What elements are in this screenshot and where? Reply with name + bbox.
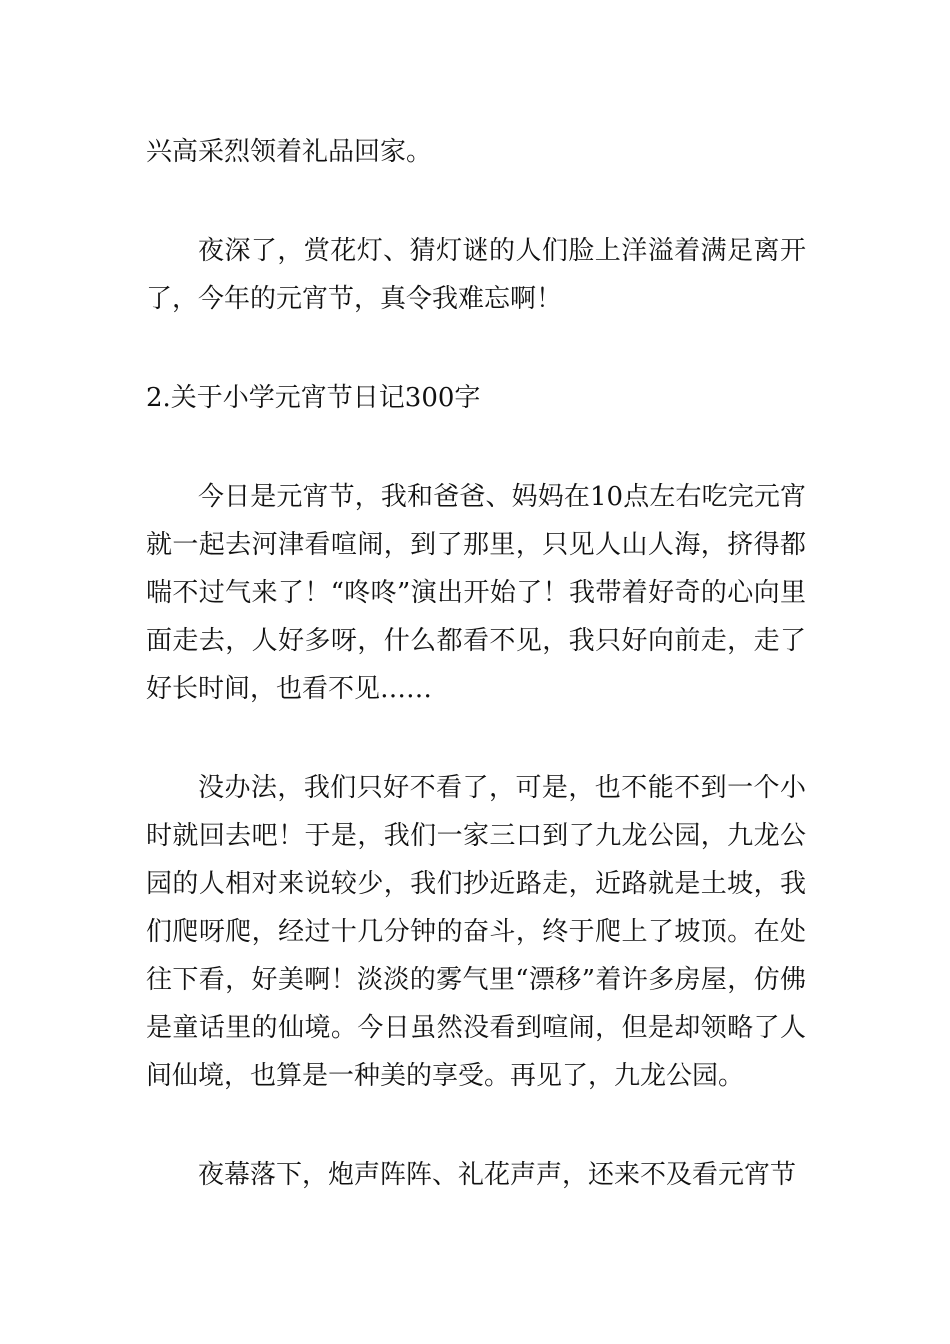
paragraph-continuation: 兴高采烈领着礼品回家。 — [146, 137, 433, 167]
document-body — [146, 128, 806, 1250]
paragraph-nightfall: 夜幕落下，炮声阵阵、礼花声声，还来不及看元宵节 — [198, 1160, 797, 1190]
paragraph-park: 没办法，我们只好不看了，可是，也不能不到一个小时就回去吧！于是，我们一家三口到了九龙公园，九龙公园的人相对来说较少，我们抄近路走，近路就是土坡，我们爬呀爬，经过十几分钟的奋斗，终于爬上了坡顶。在处往下看，好美啊！淡淡的雾气里“漂移”着许多房屋，仿佛是童话里的仙境。今日虽然没看到喧闹，但是却领略了人间仙境，也算是一种美的享受。再见了，九龙公园。 — [146, 773, 806, 1091]
paragraph-lantern-festival: 今日是元宵节，我和爸爸、妈妈在10点左右吃完元宵就一起去河津看喧闹，到了那里，只见人山人海，挤得都喘不过气来了！“咚咚”演出开始了！我带着好奇的心向里面走去，人好多呀，什么都看不见，我只好向前走，走了好长时间，也看不见…… — [146, 482, 806, 704]
section-heading: 2.关于小学元宵节日记300字 — [146, 383, 481, 413]
paragraph-night: 夜深了，赏花灯、猜灯谜的人们脸上洋溢着满足离开了，今年的元宵节，真令我难忘啊！ — [146, 236, 806, 314]
